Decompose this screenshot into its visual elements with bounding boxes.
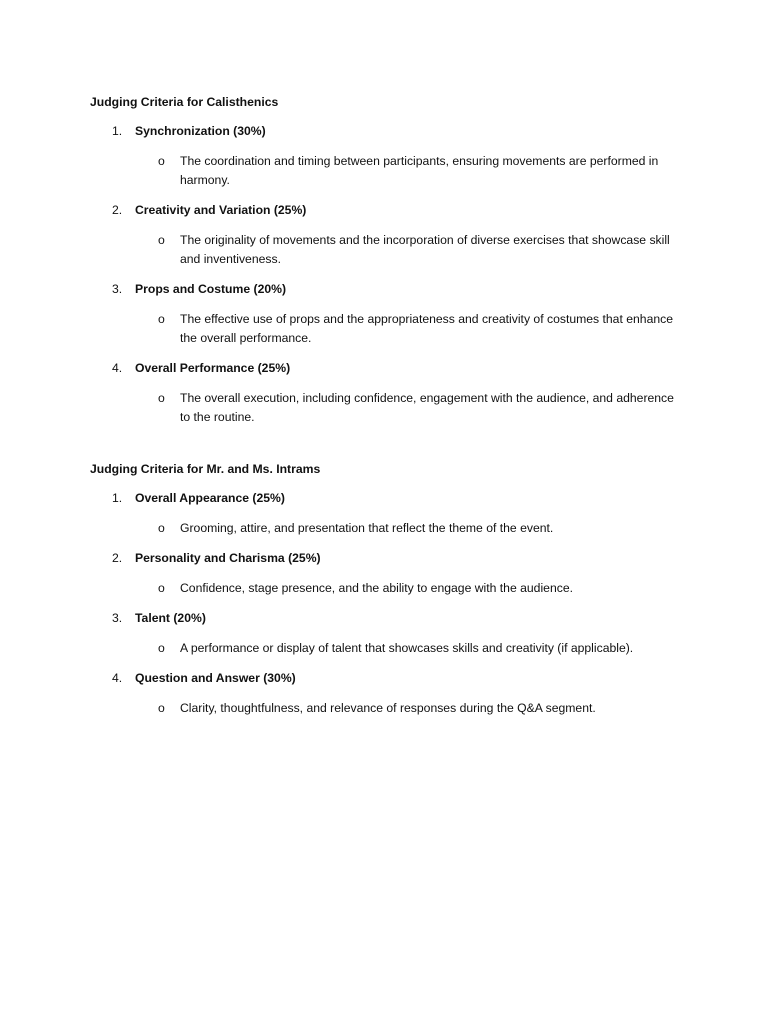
section-heading: Judging Criteria for Calisthenics (90, 95, 279, 109)
criteria-title: Creativity and Variation (25%) (135, 203, 307, 217)
criteria-description: Confidence, stage presence, and the ability to engage with the audience. (180, 581, 573, 595)
criteria-title-row (90, 550, 690, 567)
criteria-number: 2. (112, 551, 123, 565)
criteria-number: 2. (112, 203, 123, 217)
criteria-title-row (90, 202, 690, 219)
criteria-description: The originality of movements and the incorporation of diverse exercises that showcase skill and inventiveness. (180, 233, 670, 266)
criteria-title: Talent (20%) (135, 611, 206, 625)
criteria-item (90, 202, 690, 269)
criteria-description: The effective use of props and the appropriateness and creativity of costumes that enhance the overall performance. (180, 312, 673, 345)
criteria-list (90, 123, 690, 427)
criteria-item (90, 360, 690, 427)
criteria-title: Question and Answer (30%) (135, 671, 296, 685)
criteria-title-row (90, 490, 690, 507)
criteria-description: Grooming, attire, and presentation that reflect the theme of the event. (180, 521, 554, 535)
criteria-title-row (90, 670, 690, 687)
bullet-marker: o (158, 233, 165, 247)
criteria-number: 4. (112, 361, 123, 375)
criteria-description-row (90, 389, 690, 427)
criteria-title: Props and Costume (20%) (135, 282, 287, 296)
bullet-marker: o (158, 641, 165, 655)
bullet-marker: o (158, 581, 165, 595)
bullet-marker: o (158, 154, 165, 168)
criteria-title-row (90, 123, 690, 140)
intrams-criteria-section (90, 461, 690, 730)
bullet-marker: o (158, 701, 165, 715)
criteria-number: 3. (112, 282, 123, 296)
bullet-marker: o (158, 312, 165, 326)
section-heading: Judging Criteria for Mr. and Ms. Intrams (90, 462, 321, 476)
criteria-item (90, 490, 690, 538)
criteria-number: 4. (112, 671, 123, 685)
criteria-description-row (90, 519, 690, 538)
criteria-title-row (90, 281, 690, 298)
calisthenics-criteria-section (90, 94, 690, 439)
bullet-marker: o (158, 521, 165, 535)
criteria-title: Overall Performance (25%) (135, 361, 291, 375)
criteria-description: The coordination and timing between participants, ensuring movements are performed in harmony. (180, 154, 659, 187)
criteria-description-row (90, 579, 690, 598)
criteria-description-row (90, 310, 690, 348)
criteria-description: The overall execution, including confidence, engagement with the audience, and adherence to the routine. (180, 391, 674, 424)
criteria-item (90, 123, 690, 190)
criteria-number: 1. (112, 124, 123, 138)
criteria-item (90, 670, 690, 718)
criteria-description-row (90, 639, 690, 658)
criteria-item (90, 281, 690, 348)
criteria-number: 3. (112, 611, 123, 625)
bullet-marker: o (158, 391, 165, 405)
criteria-item (90, 550, 690, 598)
criteria-description-row (90, 152, 690, 190)
criteria-title: Overall Appearance (25%) (135, 491, 285, 505)
criteria-description-row (90, 231, 690, 269)
criteria-description: A performance or display of talent that showcases skills and creativity (if applicable). (180, 641, 634, 655)
criteria-list (90, 490, 690, 718)
criteria-description: Clarity, thoughtfulness, and relevance of responses during the Q&A segment. (180, 701, 596, 715)
criteria-number: 1. (112, 491, 123, 505)
criteria-title: Synchronization (30%) (135, 124, 266, 138)
criteria-title-row (90, 360, 690, 377)
criteria-description-row (90, 699, 690, 718)
criteria-title-row (90, 610, 690, 627)
criteria-item (90, 610, 690, 658)
criteria-title: Personality and Charisma (25%) (135, 551, 321, 565)
